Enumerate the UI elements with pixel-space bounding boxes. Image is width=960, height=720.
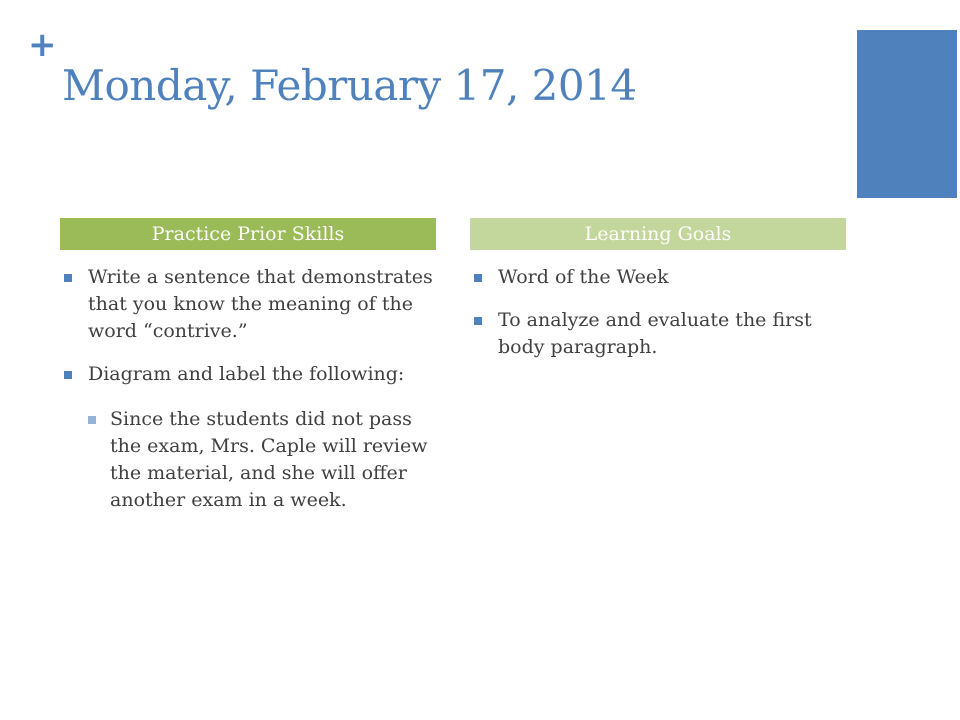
list-item — [474, 264, 844, 291]
list-item-text: Diagram and label the following: — [88, 363, 405, 385]
bullet-icon — [64, 371, 72, 379]
list-item-text: Write a sentence that demonstrates that you know the meaning of the word “contrive.” — [88, 266, 433, 342]
plus-icon: + — [28, 25, 57, 65]
list-item — [64, 361, 434, 514]
bullet-icon — [64, 274, 72, 282]
list-item-text: To analyze and evaluate the first body paragraph. — [498, 309, 812, 358]
learning-goals-list — [474, 264, 844, 377]
list-item — [474, 307, 844, 361]
bullet-icon — [474, 317, 482, 325]
list-item-text: Word of the Week — [498, 266, 669, 288]
sub-bullet-icon — [88, 416, 96, 424]
sub-list — [88, 406, 434, 514]
practice-prior-skills-list — [64, 264, 434, 530]
practice-prior-skills-header: Practice Prior Skills — [60, 218, 436, 250]
sub-list-item — [88, 406, 434, 514]
list-item — [64, 264, 434, 345]
bullet-icon — [474, 274, 482, 282]
learning-goals-header: Learning Goals — [470, 218, 846, 250]
accent-block — [857, 30, 957, 198]
slide-title: Monday, February 17, 2014 — [62, 61, 637, 110]
sub-list-item-text: Since the students did not pass the exam, Mrs. Caple will review the material, and she will offer another exam in a week. — [110, 408, 428, 511]
